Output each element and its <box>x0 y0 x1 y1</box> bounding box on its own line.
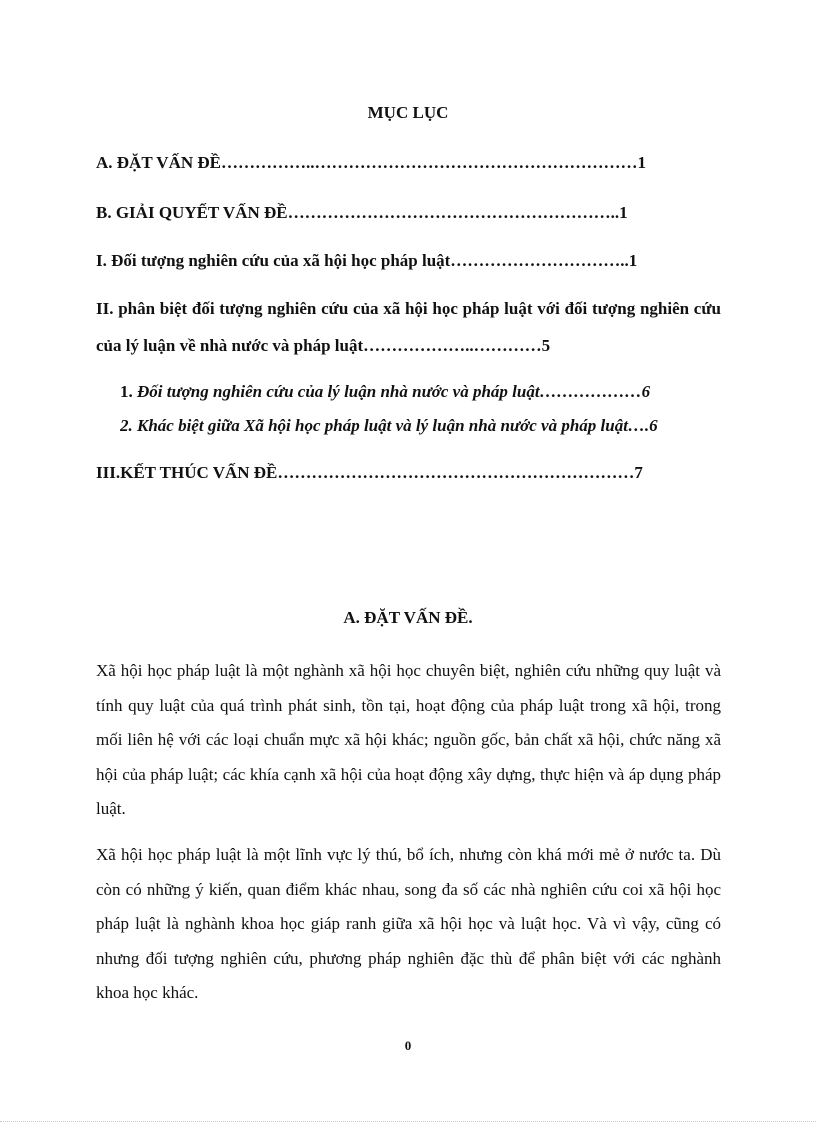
toc-subentry-2 <box>120 416 721 436</box>
toc-entry-doi-tuong-nghien-cuu: I. Đối tượng nghiên cứu của xã hội học pháp luật…………………………..1 <box>96 251 638 270</box>
toc-subentry-text: Đối tượng nghiên cứu của lý luận nhà nước và pháp luật………………6 <box>137 382 651 401</box>
toc-entry-giai-quyet-van-de: B. GIẢI QUYẾT VẤN ĐỀ…………………………………………………..1 <box>96 203 628 222</box>
toc-entry-ket-thuc-van-de: III.KẾT THÚC VẤN ĐỀ………………………………………………………7 <box>96 463 643 482</box>
toc-subentry-number: 2. <box>120 416 133 435</box>
body-paragraph-2: Xã hội học pháp luật là một lĩnh vực lý thú, bổ ích, nhưng còn khá mới mẻ ở nước ta. Dù còn có những ý kiến, quan điểm khác nhau, song đa số các nhà nghiên cứu coi xã hội học pháp luật là nghành khoa học giáp ranh giữa xã hội học và luật học. Và vì vậy, cũng có nhưng đối tượng nghiên cứu, phương pháp nghiên đặc thù để phân biệt với các nghành khoa học khác. <box>96 845 721 1002</box>
toc-entry-phan-biet-doi-tuong: II. phân biệt đối tượng nghiên cứu của xã hội học pháp luật với đối tượng nghiên cứu của lý luận về nhà nước và pháp luật………………..…………5 <box>96 299 721 355</box>
toc-entry-dat-van-de: A. ĐẶT VẤN ĐỀ……………..…………………………………………………1 <box>96 153 647 172</box>
body-paragraph-1: Xã hội học pháp luật là một nghành xã hội học chuyên biệt, nghiên cứu những quy luật và tính quy luật của quá trình phát sinh, tồn tại, hoạt động của pháp luật trong xã hội, trong mối liên hệ với các loại chuẩn mực xã hội khác; nguồn gốc, bản chất xã hội, chức năng xã hội của pháp luật; các khía cạnh xã hội của hoạt động xây dựng, thực hiện và áp dụng pháp luật. <box>96 661 721 818</box>
page-number: 0 <box>404 1038 412 1053</box>
toc-subentry-1 <box>120 382 721 402</box>
toc-title: MỤC LỤC <box>367 103 449 122</box>
toc-subentry-number: 1. <box>120 382 133 401</box>
toc-subentry-text: Khác biệt giữa Xã hội học pháp luật và lý luận nhà nước và pháp luật….6 <box>137 416 658 435</box>
page-bottom-divider <box>0 1121 816 1122</box>
section-heading: A. ĐẶT VẤN ĐỀ. <box>343 608 473 627</box>
